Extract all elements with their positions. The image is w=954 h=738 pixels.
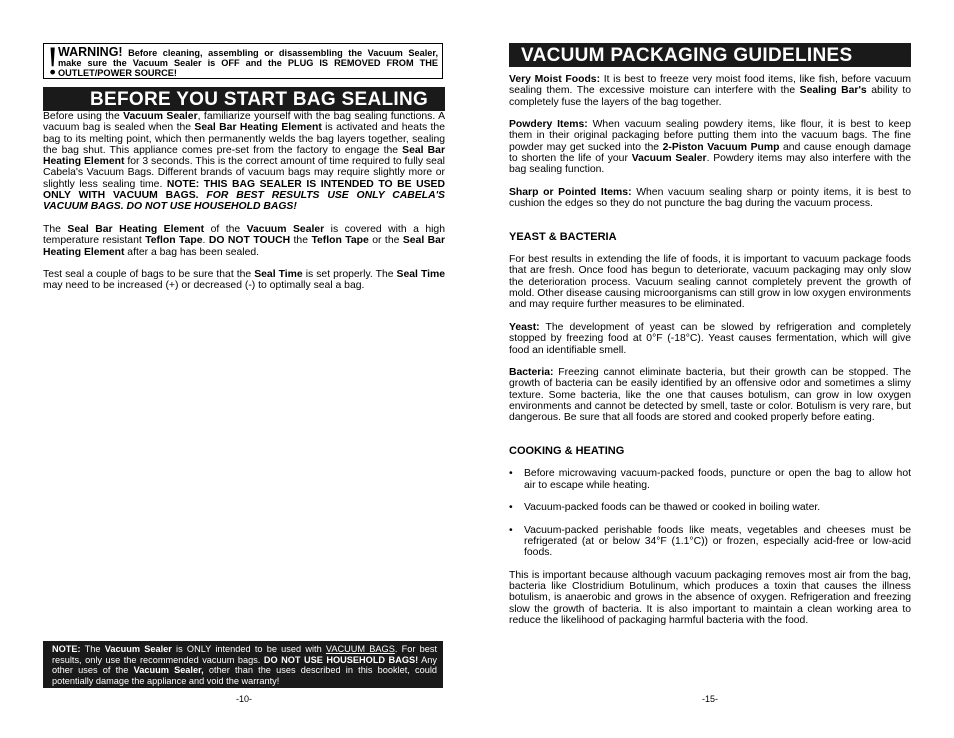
bullet-icon: •	[509, 524, 513, 536]
bullet-icon: •	[509, 502, 513, 514]
warning-title: WARNING!	[58, 45, 123, 59]
paragraph-moist: Very Moist Foods: It is best to freeze very moist food items, like fish, before vacuum sealing them. The excessive moisture can interfere with the Sealing Bar's ability to completely fuse the layers of the bag together.	[509, 74, 911, 108]
paragraph-sharp: Sharp or Pointed Items: When vacuum sealing sharp or pointy items, it is best to cushion the edges so they do not puncture the bag during the vacuum process.	[509, 186, 911, 210]
note-box: NOTE: The Vacuum Sealer is ONLY intended to be used with VACUUM BAGS. For best results, only use the recommended vacuum bags. DO NOT USE HOUSEHOLD BAGS! Any other uses of the Vacuum Sealer, other than the uses described in this booklet, could potentially damage the appliance and void the warranty!	[43, 641, 443, 688]
warning-text	[58, 47, 438, 78]
warning-icon: !	[46, 38, 60, 83]
bullet-item: • Vacuum-packed foods can be thawed or cooked in boiling water.	[509, 502, 821, 514]
paragraph-closing: This is important because although vacuum packaging removes most air from the bag, bacteria like Clostridium Botulinum, which produces a toxin that causes the illness botulism, is anaerobic and grows in the absence of oxygen. Refrigeration and freezing slow the growth of bacteria. It is also important to maintain a clean working area to reduce the likelihood of packaging harmful bacteria with the food.	[509, 569, 911, 627]
guidelines-text	[509, 74, 911, 638]
guidelines-banner: VACUUM PACKAGING GUIDELINES	[509, 43, 911, 67]
paragraph-intro: Before using the Vacuum Sealer, familiarize yourself with the bag sealing functions. A vacuum bag is sealed when the Seal Bar Heating Element is activated and heats the bag to its melting point, which then permanently welds the bag layers together, sealing the bag shut. This appliance comes pre-set from the factory to engage the Seal Bar Heating Element for 3 seconds. This is the correct amount of time required to fully seal Cabela's Vacuum Bags. Different brands of vacuum bags may require slightly more or slightly less sealing time. NOTE: THIS BAG SEALER IS INTENDED TO BE USED ONLY WITH VACUUM BAGS. FOR BEST RESULTS USE ONLY CABELA'S VACUUM BAGS. DO NOT USE HOUSEHOLD BAGS!	[43, 111, 446, 213]
paragraph-bacteria: Bacteria: Freezing cannot eliminate bacteria, but their growth can be stopped. The growth of bacteria can be easily identified by an offensive odor and sometimes a slimy texture. Some bacteria, like the one that causes botulism, can grow in low oxygen environments and cannot be detected by smell, taste or color. Botulism is very rare, but dangerous. Be sure that all foods are stored and cooked properly before eating.	[509, 367, 911, 424]
bullet-item: • Before microwaving vacuum-packed foods, puncture or open the bag to allow hot air to escape while heating.	[509, 468, 911, 491]
paragraph-teflon: The Seal Bar Heating Element of the Vacuum Sealer is covered with a high temperature resistant Teflon Tape. DO NOT TOUCH the Teflon Tape or the Seal Bar Heating Element after a bag has been sealed.	[43, 223, 446, 258]
bullet-icon: •	[509, 468, 513, 480]
warning-box	[43, 38, 443, 83]
section-cooking-heating: COOKING & HEATING	[509, 444, 625, 457]
page-number: -15-	[701, 694, 718, 704]
paragraph-test-seal: Test seal a couple of bags to be sure that the Seal Time is set properly. The Seal Time may need to be increased (+) or decreased (-) to optimally seal a bag.	[43, 269, 446, 292]
page-number: -10-	[235, 694, 252, 704]
paragraph-yeast-intro: For best results in extending the life of foods, it is important to vacuum package foods that are fresh. Once food has begun to deteriorate, vacuum packaging may only slow the deterioration process. Vacuum sealing cannot completely prevent the growth of mold. Other disease causing microorganisms can still grow in low oxygen environments and may require further measures to be eliminated.	[509, 254, 911, 311]
paragraph-powdery: Powdery Items: When vacuum sealing powdery items, like flour, it is best to keep them in their original packaging before putting them into the vacuum bags. The fine powder may get sucked into the 2-Piston Vacuum Pump and cause enough damage to shorten the life of your Vacuum Sealer. Powdery items may also interfere with the bag sealing function.	[509, 119, 912, 176]
bag-sealing-banner: BEFORE YOU START BAG SEALING	[43, 87, 445, 111]
bag-sealing-text	[43, 111, 445, 303]
warning-body: Before cleaning, assembling or disassembling the Vacuum Sealer, make sure the Vacuum Sealer is OFF and the PLUG IS REMOVED FROM THE OUTLET/POWER SOURCE!	[58, 48, 438, 78]
paragraph-yeast: Yeast: The development of yeast can be slowed by refrigeration and completely stopped by freezing food at 0°F (-18°C). Yeast causes fermentation, which will give food an identifiable smell.	[509, 321, 911, 356]
bullet-item: • Vacuum-packed perishable foods like meats, vegetables and cheeses must be refrigerated (at or below 34°F (1.1°C)) or frozen, especially acid-free or low-acid foods.	[509, 524, 911, 559]
section-yeast-bacteria: YEAST & BACTERIA	[509, 230, 617, 243]
